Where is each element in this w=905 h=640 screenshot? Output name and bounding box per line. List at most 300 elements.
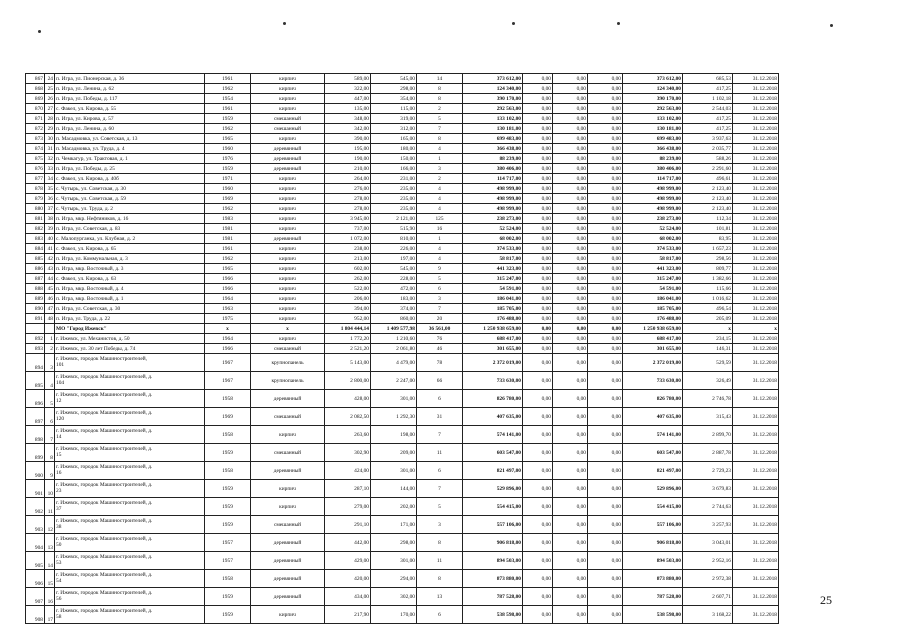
deadline-date-cell: 31.12.2018 — [733, 174, 779, 184]
address-cell: п. Игра, ул. Победы, д. 117 — [55, 94, 205, 104]
zero-value-cell-3: 0,00 — [588, 552, 623, 570]
housing-registry-table — [25, 73, 779, 624]
cost-total-cell: 68 002,00 — [623, 234, 683, 244]
table-row — [26, 606, 779, 624]
living-area-cell: 860,00 — [371, 314, 417, 324]
page-number: 25 — [820, 593, 832, 607]
total-cost-cell: 374 533,00 — [463, 244, 523, 254]
table-row — [26, 462, 779, 480]
address-line: г. Ижевск, городок Машиностроителей, д. — [56, 571, 153, 578]
deadline-date-cell: 31.12.2018 — [733, 354, 779, 372]
cost-per-sqm-cell: 809,77 — [683, 264, 733, 274]
cost-per-sqm-cell: 417,25 — [683, 84, 733, 94]
zero-value-cell-3: 0,00 — [588, 314, 623, 324]
row-index-cell: 34 — [45, 174, 55, 184]
deadline-date-cell: 31.12.2018 — [733, 304, 779, 314]
total-cost-cell: 238 273,00 — [463, 214, 523, 224]
cost-per-sqm-cell: 83,95 — [683, 234, 733, 244]
year-cell: 1959 — [205, 164, 251, 174]
row-number-cell: 906 — [26, 570, 45, 588]
address-cell: п. Игра, ул. Пионерская, д. 36 — [55, 74, 205, 84]
total-area-cell: 210,00 — [325, 164, 371, 174]
row-number-cell: 892 — [26, 334, 45, 344]
zero-value-cell-2: 0,00 — [553, 426, 588, 444]
zero-value-cell-3: 0,00 — [588, 498, 623, 516]
wall-material-cell: кирпич — [251, 244, 325, 254]
residents-count-cell: 125 — [417, 214, 463, 224]
address-house-number: 16 — [56, 469, 62, 476]
row-number-cell: 884 — [26, 244, 45, 254]
row-index-cell: 40 — [45, 234, 55, 244]
zero-value-cell-3: 0,00 — [588, 390, 623, 408]
zero-value-cell-2: 0,00 — [553, 154, 588, 164]
table-row — [26, 84, 779, 94]
subtotal-year-cell: х — [205, 324, 251, 334]
cost-total-cell: 688 417,00 — [623, 334, 683, 344]
year-cell: 1958 — [205, 426, 251, 444]
cost-per-sqm-cell: 496,61 — [683, 174, 733, 184]
zero-value-cell-2: 0,00 — [553, 104, 588, 114]
residents-count-cell: 7 — [417, 480, 463, 498]
cost-total-cell: 826 780,00 — [623, 390, 683, 408]
table-row — [26, 426, 779, 444]
row-number-cell: 889 — [26, 294, 45, 304]
year-cell: 1962 — [205, 124, 251, 134]
address-cell: г. Ижевск, ул. Механистов, д. 50 — [55, 334, 205, 344]
zero-value-cell-3: 0,00 — [588, 144, 623, 154]
living-area-cell: 298,00 — [371, 534, 417, 552]
deadline-date-cell: 31.12.2018 — [733, 254, 779, 264]
cost-per-sqm-cell: 298,56 — [683, 254, 733, 264]
zero-value-cell-2: 0,00 — [553, 498, 588, 516]
row-index-cell: 38 — [45, 214, 55, 224]
table-row — [26, 294, 779, 304]
row-number-cell: 880 — [26, 204, 45, 214]
row-number-cell: 890 — [26, 304, 45, 314]
cost-per-sqm-cell: 2 899,70 — [683, 426, 733, 444]
deadline-date-cell: 31.12.2018 — [733, 498, 779, 516]
zero-value-cell-3: 0,00 — [588, 426, 623, 444]
table-row — [26, 444, 779, 462]
row-index-cell: 4 — [45, 372, 55, 390]
table-row — [26, 244, 779, 254]
zero-value-cell-3: 0,00 — [588, 134, 623, 144]
zero-value-cell-1: 0,00 — [523, 234, 553, 244]
cost-total-cell: 2 372 019,00 — [623, 354, 683, 372]
wall-material-cell: кирпич — [251, 254, 325, 264]
table-row — [26, 408, 779, 426]
living-area-cell: 231,00 — [371, 174, 417, 184]
year-cell: 1967 — [205, 354, 251, 372]
zero-value-cell-1: 0,00 — [523, 588, 553, 606]
zero-value-cell-1: 0,00 — [523, 184, 553, 194]
row-number-cell: 879 — [26, 194, 45, 204]
zero-value-cell-3: 0,00 — [588, 274, 623, 284]
wall-material-cell: деревянный — [251, 144, 325, 154]
wall-material-cell: кирпич — [251, 498, 325, 516]
address-cell: п. Игра, ул. Кирова, д. 57 — [55, 114, 205, 124]
total-cost-cell: 498 999,00 — [463, 204, 523, 214]
zero-value-cell-1: 0,00 — [523, 194, 553, 204]
living-area-cell: 1 210,60 — [371, 334, 417, 344]
cost-total-cell: 498 999,00 — [623, 204, 683, 214]
deadline-date-cell: 31.12.2018 — [733, 144, 779, 154]
subtotal-deadline-date-cell: х — [733, 324, 779, 334]
table-row — [26, 114, 779, 124]
deadline-date-cell: 31.12.2018 — [733, 134, 779, 144]
subtotal-zero-value-cell-2: 0,00 — [553, 324, 588, 334]
wall-material-cell: кирпич — [251, 224, 325, 234]
living-area-cell: 209,00 — [371, 444, 417, 462]
cost-per-sqm-cell: 234,15 — [683, 334, 733, 344]
living-area-cell: 115,00 — [371, 104, 417, 114]
zero-value-cell-1: 0,00 — [523, 516, 553, 534]
residents-count-cell: 20 — [417, 314, 463, 324]
zero-value-cell-3: 0,00 — [588, 94, 623, 104]
scan-speck — [283, 22, 286, 25]
table-row — [26, 314, 779, 324]
total-area-cell: 394,00 — [325, 304, 371, 314]
deadline-date-cell: 31.12.2018 — [733, 372, 779, 390]
address-cell: п. Игра, мкр. Восточный, д. 4 — [55, 284, 205, 294]
zero-value-cell-2: 0,00 — [553, 94, 588, 104]
zero-value-cell-3: 0,00 — [588, 234, 623, 244]
living-area-cell: 235,00 — [371, 194, 417, 204]
deadline-date-cell: 31.12.2018 — [733, 606, 779, 624]
address-cell: п. Игра, ул. Труда, д. 22 — [55, 314, 205, 324]
address-cell — [55, 444, 205, 462]
zero-value-cell-3: 0,00 — [588, 516, 623, 534]
living-area-cell: 515,90 — [371, 224, 417, 234]
row-index-cell: 29 — [45, 124, 55, 134]
cost-per-sqm-cell: 2 744,63 — [683, 498, 733, 516]
total-cost-cell: 498 999,00 — [463, 184, 523, 194]
residents-count-cell: 4 — [417, 194, 463, 204]
subtotal-total-area-cell: 1 804 444,14 — [325, 324, 371, 334]
row-index-cell: 2 — [45, 344, 55, 354]
table-row — [26, 104, 779, 114]
zero-value-cell-1: 0,00 — [523, 304, 553, 314]
residents-count-cell: 6 — [417, 284, 463, 294]
residents-count-cell: 5 — [417, 274, 463, 284]
row-index-cell: 7 — [45, 426, 55, 444]
year-cell: 1963 — [205, 304, 251, 314]
address-cell — [55, 462, 205, 480]
table-row — [26, 174, 779, 184]
wall-material-cell: кирпич — [251, 194, 325, 204]
subtotal-row — [26, 324, 779, 334]
subtotal-row-index-cell — [45, 324, 55, 334]
wall-material-cell: кирпич — [251, 314, 325, 324]
residents-count-cell: 31 — [417, 408, 463, 426]
zero-value-cell-1: 0,00 — [523, 606, 553, 624]
year-cell: 1981 — [205, 224, 251, 234]
living-area-cell: 144,00 — [371, 480, 417, 498]
residents-count-cell: 4 — [417, 184, 463, 194]
table-row — [26, 144, 779, 154]
total-area-cell: 264,00 — [325, 174, 371, 184]
total-cost-cell: 557 106,00 — [463, 516, 523, 534]
row-number-cell: 876 — [26, 164, 45, 174]
deadline-date-cell: 31.12.2018 — [733, 334, 779, 344]
total-cost-cell: 390 170,00 — [463, 94, 523, 104]
wall-material-cell: крупнопанель — [251, 354, 325, 372]
wall-material-cell: деревянный — [251, 390, 325, 408]
zero-value-cell-1: 0,00 — [523, 114, 553, 124]
zero-value-cell-2: 0,00 — [553, 244, 588, 254]
wall-material-cell: деревянный — [251, 588, 325, 606]
total-cost-cell: 380 406,00 — [463, 164, 523, 174]
total-cost-cell: 366 438,00 — [463, 144, 523, 154]
total-area-cell: 213,00 — [325, 254, 371, 264]
subtotal-zero-value-cell-1: 0,00 — [523, 324, 553, 334]
cost-per-sqm-cell: 2 123,40 — [683, 184, 733, 194]
year-cell: 1957 — [205, 552, 251, 570]
cost-per-sqm-cell: 2 887,78 — [683, 444, 733, 462]
zero-value-cell-3: 0,00 — [588, 174, 623, 184]
cost-per-sqm-cell: 2 035,77 — [683, 144, 733, 154]
table-row — [26, 570, 779, 588]
residents-count-cell: 76 — [417, 334, 463, 344]
address-cell — [55, 552, 205, 570]
zero-value-cell-2: 0,00 — [553, 184, 588, 194]
zero-value-cell-1: 0,00 — [523, 354, 553, 372]
zero-value-cell-2: 0,00 — [553, 588, 588, 606]
residents-count-cell: 9 — [417, 264, 463, 274]
address-line: г. Ижевск, городок Машиностроителей, д. — [56, 607, 153, 614]
cost-per-sqm-cell: 326,49 — [683, 372, 733, 390]
zero-value-cell-2: 0,00 — [553, 164, 588, 174]
total-cost-cell: 826 780,00 — [463, 390, 523, 408]
total-cost-cell: 529 896,00 — [463, 480, 523, 498]
year-cell: 1965 — [205, 264, 251, 274]
wall-material-cell: кирпич — [251, 284, 325, 294]
zero-value-cell-3: 0,00 — [588, 194, 623, 204]
zero-value-cell-3: 0,00 — [588, 462, 623, 480]
living-area-cell: 2 247,00 — [371, 372, 417, 390]
zero-value-cell-3: 0,00 — [588, 214, 623, 224]
table-row — [26, 498, 779, 516]
row-number-cell: 881 — [26, 214, 45, 224]
cost-per-sqm-cell: 101,81 — [683, 224, 733, 234]
cost-per-sqm-cell: 417,25 — [683, 124, 733, 134]
cost-per-sqm-cell: 2 729,23 — [683, 462, 733, 480]
cost-total-cell: 292 563,00 — [623, 104, 683, 114]
zero-value-cell-2: 0,00 — [553, 254, 588, 264]
table-row — [26, 372, 779, 390]
living-area-cell: 354,00 — [371, 94, 417, 104]
residents-count-cell: 2 — [417, 104, 463, 114]
living-area-cell: 302,00 — [371, 588, 417, 606]
address-cell: п. Игра, ул. Победы, д. 25 — [55, 164, 205, 174]
total-cost-cell: 699 483,00 — [463, 134, 523, 144]
total-area-cell: 1 772,20 — [325, 334, 371, 344]
row-index-cell: 41 — [45, 244, 55, 254]
table-row — [26, 480, 779, 498]
wall-material-cell: смешанный — [251, 408, 325, 426]
zero-value-cell-2: 0,00 — [553, 114, 588, 124]
total-cost-cell: 574 141,00 — [463, 426, 523, 444]
zero-value-cell-1: 0,00 — [523, 174, 553, 184]
zero-value-cell-2: 0,00 — [553, 84, 588, 94]
table-row — [26, 154, 779, 164]
table-row — [26, 274, 779, 284]
table-row — [26, 194, 779, 204]
zero-value-cell-2: 0,00 — [553, 284, 588, 294]
row-index-cell: 17 — [45, 606, 55, 624]
row-number-cell: 878 — [26, 184, 45, 194]
residents-count-cell: 2 — [417, 174, 463, 184]
year-cell: 1957 — [205, 534, 251, 552]
row-number-cell: 891 — [26, 314, 45, 324]
address-cell — [55, 426, 205, 444]
row-number-cell: 900 — [26, 462, 45, 480]
year-cell: 1971 — [205, 174, 251, 184]
deadline-date-cell: 31.12.2018 — [733, 344, 779, 354]
residents-count-cell: 4 — [417, 204, 463, 214]
row-number-cell: 907 — [26, 588, 45, 606]
address-cell — [55, 390, 205, 408]
cost-total-cell: 906 818,00 — [623, 534, 683, 552]
zero-value-cell-1: 0,00 — [523, 144, 553, 154]
zero-value-cell-1: 0,00 — [523, 462, 553, 480]
address-house-number: 53 — [56, 559, 62, 566]
address-line: г. Ижевск, городок Машиностроителей, д. — [56, 481, 153, 488]
row-index-cell: 36 — [45, 194, 55, 204]
living-area-cell: 319,00 — [371, 114, 417, 124]
cost-per-sqm-cell: 1 382,66 — [683, 274, 733, 284]
year-cell: 1969 — [205, 408, 251, 426]
zero-value-cell-1: 0,00 — [523, 244, 553, 254]
living-area-cell: 545,00 — [371, 74, 417, 84]
address-house-number: 56 — [56, 595, 62, 602]
cost-total-cell: 733 630,00 — [623, 372, 683, 390]
zero-value-cell-2: 0,00 — [553, 214, 588, 224]
cost-total-cell: 699 483,00 — [623, 134, 683, 144]
row-index-cell: 39 — [45, 224, 55, 234]
wall-material-cell: кирпич — [251, 606, 325, 624]
address-cell: с. Малопурганка, ул. Клубная, д. 2 — [55, 234, 205, 244]
address-cell — [55, 480, 205, 498]
address-house-number: 58 — [56, 613, 62, 620]
cost-per-sqm-cell: 2 123,40 — [683, 204, 733, 214]
zero-value-cell-2: 0,00 — [553, 390, 588, 408]
cost-total-cell: 574 141,00 — [623, 426, 683, 444]
row-number-cell: 877 — [26, 174, 45, 184]
table-row — [26, 588, 779, 606]
year-cell: 1975 — [205, 314, 251, 324]
year-cell: 1964 — [205, 294, 251, 304]
cost-per-sqm-cell: 315,43 — [683, 408, 733, 426]
zero-value-cell-3: 0,00 — [588, 588, 623, 606]
row-index-cell: 11 — [45, 498, 55, 516]
residents-count-cell: 1 — [417, 234, 463, 244]
deadline-date-cell: 31.12.2018 — [733, 426, 779, 444]
row-index-cell: 43 — [45, 264, 55, 274]
row-number-cell: 886 — [26, 264, 45, 274]
total-area-cell: 420,00 — [325, 570, 371, 588]
zero-value-cell-1: 0,00 — [523, 534, 553, 552]
total-cost-cell: 554 415,00 — [463, 498, 523, 516]
residents-count-cell: 5 — [417, 114, 463, 124]
zero-value-cell-2: 0,00 — [553, 334, 588, 344]
total-area-cell: 238,00 — [325, 244, 371, 254]
total-cost-cell: 821 497,00 — [463, 462, 523, 480]
total-area-cell: 217,90 — [325, 606, 371, 624]
total-cost-cell: 88 239,00 — [463, 154, 523, 164]
zero-value-cell-2: 0,00 — [553, 480, 588, 498]
deadline-date-cell: 31.12.2018 — [733, 516, 779, 534]
zero-value-cell-3: 0,00 — [588, 204, 623, 214]
row-number-cell: 888 — [26, 284, 45, 294]
row-index-cell: 10 — [45, 480, 55, 498]
total-area-cell: 348,00 — [325, 114, 371, 124]
cost-per-sqm-cell: 3 679,83 — [683, 480, 733, 498]
row-number-cell: 873 — [26, 134, 45, 144]
deadline-date-cell: 31.12.2018 — [733, 124, 779, 134]
cost-per-sqm-cell: 685,53 — [683, 74, 733, 84]
zero-value-cell-3: 0,00 — [588, 114, 623, 124]
total-cost-cell: 133 102,00 — [463, 114, 523, 124]
total-area-cell: 291,10 — [325, 516, 371, 534]
address-cell: с. Чутырь, ул. Советская, д. 59 — [55, 194, 205, 204]
zero-value-cell-2: 0,00 — [553, 354, 588, 372]
table-row — [26, 552, 779, 570]
cost-per-sqm-cell: 205,09 — [683, 314, 733, 324]
row-number-cell: 867 — [26, 74, 45, 84]
address-line: г. Ижевск, городок Машиностроителей, д. — [56, 517, 153, 524]
subtotal-residents-count-cell: 36 561,00 — [417, 324, 463, 334]
row-index-cell: 24 — [45, 74, 55, 84]
year-cell: 1976 — [205, 154, 251, 164]
wall-material-cell: кирпич — [251, 134, 325, 144]
cost-per-sqm-cell: 2 972,38 — [683, 570, 733, 588]
row-number-cell: 883 — [26, 234, 45, 244]
zero-value-cell-1: 0,00 — [523, 498, 553, 516]
table-row — [26, 124, 779, 134]
living-area-cell: 170,00 — [371, 606, 417, 624]
cost-total-cell: 554 415,00 — [623, 498, 683, 516]
address-cell — [55, 408, 205, 426]
year-cell: 1961 — [205, 244, 251, 254]
wall-material-cell: смешанный — [251, 114, 325, 124]
zero-value-cell-2: 0,00 — [553, 552, 588, 570]
row-number-cell: 872 — [26, 124, 45, 134]
total-cost-cell: 498 999,00 — [463, 194, 523, 204]
zero-value-cell-1: 0,00 — [523, 264, 553, 274]
zero-value-cell-3: 0,00 — [588, 304, 623, 314]
wall-material-cell: кирпич — [251, 104, 325, 114]
zero-value-cell-1: 0,00 — [523, 284, 553, 294]
total-area-cell: 442,00 — [325, 534, 371, 552]
address-line: г. Ижевск, городок Машиностроителей, д. — [56, 409, 153, 416]
zero-value-cell-2: 0,00 — [553, 534, 588, 552]
address-cell: п. Масадмовка, ул. Советская, д. 13 — [55, 134, 205, 144]
cost-per-sqm-cell: 417,25 — [683, 114, 733, 124]
zero-value-cell-1: 0,00 — [523, 214, 553, 224]
deadline-date-cell: 31.12.2018 — [733, 294, 779, 304]
deadline-date-cell: 31.12.2018 — [733, 184, 779, 194]
total-cost-cell: 130 181,00 — [463, 124, 523, 134]
wall-material-cell: смешанный — [251, 444, 325, 462]
cost-total-cell: 894 503,00 — [623, 552, 683, 570]
address-cell — [55, 372, 205, 390]
total-area-cell: 262,00 — [325, 274, 371, 284]
row-index-cell: 27 — [45, 104, 55, 114]
zero-value-cell-2: 0,00 — [553, 344, 588, 354]
year-cell: 1961 — [205, 104, 251, 114]
zero-value-cell-3: 0,00 — [588, 184, 623, 194]
